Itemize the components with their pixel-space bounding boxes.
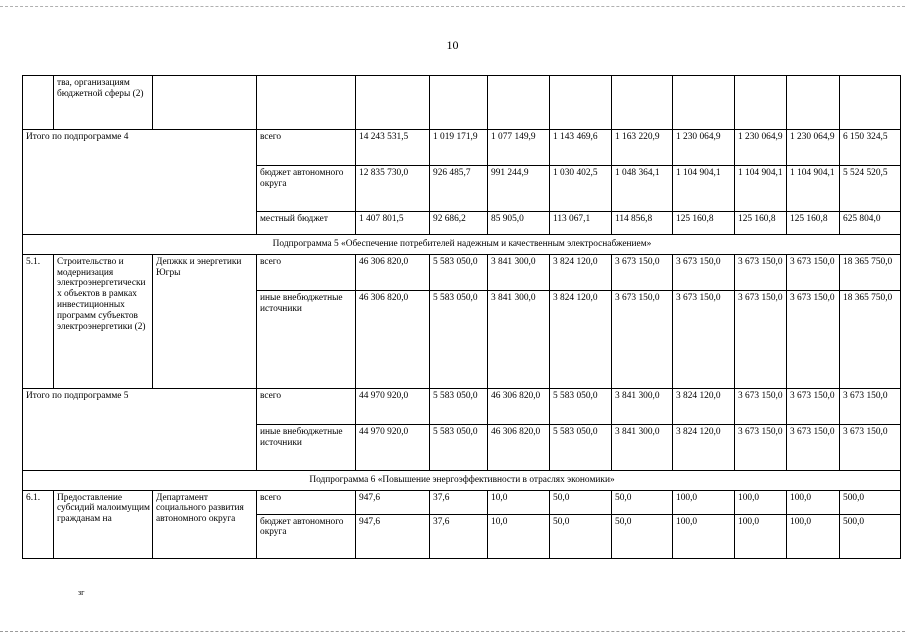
value-cell: 3 673 150,0 (735, 424, 787, 470)
value-cell: 44 970 920,0 (356, 424, 430, 470)
value-cell: 3 673 150,0 (612, 254, 673, 290)
section-heading: Подпрограмма 5 «Обеспечение потребителей надежным и качественным электроснабжением» (23, 235, 901, 255)
value-cell: 92 686,2 (430, 212, 488, 235)
value-cell: 5 583 050,0 (550, 388, 612, 424)
footer-mark: зг (78, 588, 85, 597)
value-cell: 1 230 064,9 (673, 130, 735, 166)
item-executor: Департамент социального развития автономного округа (153, 490, 257, 558)
value-cell: 125 160,8 (735, 212, 787, 235)
value-cell: 3 673 150,0 (673, 254, 735, 290)
value-cell: 3 673 150,0 (787, 424, 840, 470)
value-cell: 5 583 050,0 (430, 388, 488, 424)
value-cell: 3 841 300,0 (612, 424, 673, 470)
value-cell: 926 485,7 (430, 166, 488, 212)
value-cell: 46 306 820,0 (488, 388, 550, 424)
total-label: Итого по подпрограмме 4 (23, 130, 257, 235)
source-cell: местный бюджет (257, 212, 356, 235)
value-cell: 3 673 150,0 (735, 388, 787, 424)
value-cell: 3 824 120,0 (550, 290, 612, 388)
value-cell: 3 673 150,0 (840, 388, 901, 424)
value-cell: 125 160,8 (673, 212, 735, 235)
value-cell: 500,0 (840, 490, 901, 514)
value-cell: 1 104 904,1 (787, 166, 840, 212)
value-cell: 1 407 801,5 (356, 212, 430, 235)
value-cell: 50,0 (612, 490, 673, 514)
value-cell: 3 841 300,0 (488, 290, 550, 388)
value-cell: 5 583 050,0 (550, 424, 612, 470)
value-cell: 947,6 (356, 490, 430, 514)
source-cell: всего (257, 130, 356, 166)
value-cell: 3 824 120,0 (673, 388, 735, 424)
value-cell: 3 824 120,0 (673, 424, 735, 470)
source-cell: иные внебюджетные источники (257, 290, 356, 388)
value-cell: 3 673 150,0 (735, 254, 787, 290)
budget-table (22, 75, 901, 559)
value-cell: 18 365 750,0 (840, 254, 901, 290)
page-number: 10 (446, 38, 459, 52)
value-cell: 991 244,9 (488, 166, 550, 212)
value-cell: 1 163 220,9 (612, 130, 673, 166)
item-executor: Депжкк и энергетики Югры (153, 254, 257, 388)
source-cell: всего (257, 388, 356, 424)
value-cell: 50,0 (550, 514, 612, 558)
value-cell: 3 673 150,0 (673, 290, 735, 388)
value-cell: 100,0 (735, 514, 787, 558)
value-cell: 5 583 050,0 (430, 254, 488, 290)
value-cell: 100,0 (787, 490, 840, 514)
item-name: Строительство и модернизация электроэнергетических объектов в рамках инвестиционных программ субъектов электроэнергетики (2) (54, 254, 153, 388)
value-cell: 44 970 920,0 (356, 388, 430, 424)
value-cell: 5 583 050,0 (430, 424, 488, 470)
value-cell: 37,6 (430, 514, 488, 558)
value-cell: 50,0 (550, 490, 612, 514)
total4-row (23, 130, 901, 166)
section-row (23, 470, 901, 490)
value-cell: 1 104 904,1 (735, 166, 787, 212)
value-cell: 1 030 402,5 (550, 166, 612, 212)
scan-edge-top (0, 6, 905, 7)
value-cell: 85 905,0 (488, 212, 550, 235)
item-row (23, 254, 901, 290)
value-cell: 46 306 820,0 (356, 290, 430, 388)
value-cell: 18 365 750,0 (840, 290, 901, 388)
value-cell: 114 856,8 (612, 212, 673, 235)
value-cell: 1 143 469,6 (550, 130, 612, 166)
source-cell: всего (257, 254, 356, 290)
value-cell: 113 067,1 (550, 212, 612, 235)
value-cell: 100,0 (673, 490, 735, 514)
source-cell: бюджет автономного округа (257, 514, 356, 558)
value-cell: 500,0 (840, 514, 901, 558)
value-cell: 100,0 (673, 514, 735, 558)
value-cell: 100,0 (735, 490, 787, 514)
item-name: тва, организациям бюджетной сферы (2) (54, 76, 153, 130)
total-label: Итого по подпрограмме 5 (23, 388, 257, 470)
value-cell: 3 673 150,0 (735, 290, 787, 388)
total5-row (23, 388, 901, 424)
value-cell: 37,6 (430, 490, 488, 514)
value-cell: 10,0 (488, 514, 550, 558)
value-cell: 3 673 150,0 (612, 290, 673, 388)
source-cell: бюджет автономного округа (257, 166, 356, 212)
item-number: 6.1. (23, 490, 54, 558)
value-cell: 3 673 150,0 (787, 290, 840, 388)
value-cell: 46 306 820,0 (488, 424, 550, 470)
value-cell: 12 835 730,0 (356, 166, 430, 212)
value-cell: 3 841 300,0 (612, 388, 673, 424)
value-cell: 6 150 324,5 (840, 130, 901, 166)
value-cell: 1 104 904,1 (673, 166, 735, 212)
value-cell: 125 160,8 (787, 212, 840, 235)
continuation-row (23, 76, 901, 130)
value-cell: 46 306 820,0 (356, 254, 430, 290)
value-cell: 3 841 300,0 (488, 254, 550, 290)
value-cell: 3 673 150,0 (840, 424, 901, 470)
scan-edge-bottom (0, 631, 905, 632)
value-cell: 947,6 (356, 514, 430, 558)
source-cell: иные внебюджетные источники (257, 424, 356, 470)
item-row (23, 490, 901, 514)
value-cell: 625 804,0 (840, 212, 901, 235)
value-cell: 1 019 171,9 (430, 130, 488, 166)
value-cell: 1 048 364,1 (612, 166, 673, 212)
item-number: 5.1. (23, 254, 54, 388)
value-cell: 3 673 150,0 (787, 254, 840, 290)
value-cell: 10,0 (488, 490, 550, 514)
value-cell: 3 673 150,0 (787, 388, 840, 424)
value-cell: 5 524 520,5 (840, 166, 901, 212)
value-cell: 3 824 120,0 (550, 254, 612, 290)
item-name: Предоставление субсидий малоимущим гражданам на (54, 490, 153, 558)
value-cell: 5 583 050,0 (430, 290, 488, 388)
value-cell: 1 230 064,9 (787, 130, 840, 166)
section-heading: Подпрограмма 6 «Повышение энергоэффективности в отраслях экономики» (23, 470, 901, 490)
value-cell: 100,0 (787, 514, 840, 558)
source-cell: всего (257, 490, 356, 514)
value-cell: 1 077 149,9 (488, 130, 550, 166)
section-row (23, 235, 901, 255)
value-cell: 50,0 (612, 514, 673, 558)
value-cell: 1 230 064,9 (735, 130, 787, 166)
value-cell: 14 243 531,5 (356, 130, 430, 166)
